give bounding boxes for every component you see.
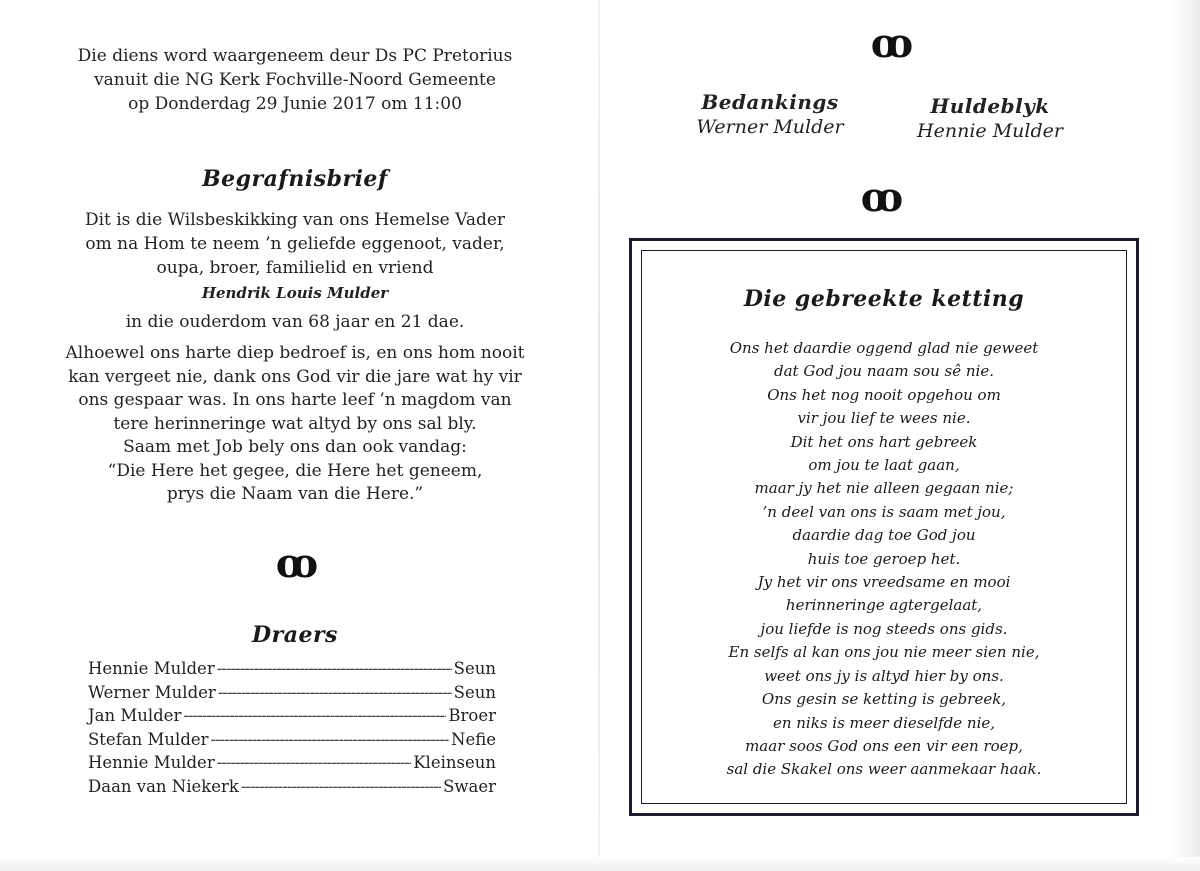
closing-line: “Die Here het gegee, die Here het geneem, (107, 460, 483, 481)
list-item (88, 728, 496, 752)
ornament-icon: ꝏ (275, 540, 315, 587)
poem-line: weet ons jy is altyd hier by ons. (764, 666, 1004, 685)
deceased-name: Hendrik Louis Mulder (201, 284, 389, 302)
service-line: op Donderdag 29 Junie 2017 om 11:00 (128, 94, 462, 114)
poem-line: huis toe geroep het. (807, 549, 961, 568)
closing-paragraph (40, 342, 550, 507)
page-fold (598, 0, 600, 871)
bearer-relation: Broer (448, 706, 496, 725)
poem-body (632, 337, 1136, 782)
letter-paragraph (40, 208, 550, 280)
leader-dashes (218, 681, 452, 705)
poem-line: Ons het daardie oggend glad nie geweet (729, 339, 1039, 357)
poem-line: sal die Skakel ons weer aanmekaar haak. (726, 760, 1042, 779)
leader-dashes (217, 751, 412, 775)
tribute-block (900, 94, 1080, 142)
leader-dashes (211, 728, 449, 752)
bearer-relation: Seun (453, 682, 496, 702)
list-item (88, 657, 496, 681)
thanks-block (680, 90, 860, 138)
service-line: Die diens word waargeneem deur Ds PC Pretorius (77, 46, 513, 66)
bearer-relation: Swaer (443, 776, 496, 796)
tribute-heading: Huldeblyk (930, 94, 1050, 118)
poem-line: vir jou lief te wees nie. (797, 409, 971, 428)
poem-line: En selfs al kan ons jou nie meer sien nie, (728, 643, 1040, 662)
service-details (40, 44, 550, 116)
bearer-name: Stefan Mulder (88, 729, 209, 749)
poem-line: Ons het nog nooit opgehou om (767, 385, 1001, 404)
leader-dashes (241, 775, 441, 799)
closing-line: Alhoewel ons harte diep bedroef is, en ons hom nooit (65, 343, 525, 363)
letter-line: om na Hom te neem ’n geliefde eggenoot, vader, (85, 234, 505, 254)
leader-dashes (217, 657, 452, 681)
poem-line: daardie dag toe God jou (792, 526, 976, 545)
letter-heading: Begrafnisbrief (202, 166, 388, 192)
letter-line: Dit is die Wilsbeskikking van ons Hemelse Vader (84, 210, 506, 230)
tribute-name: Hennie Mulder (917, 120, 1063, 142)
bearers-heading: Draers (252, 622, 338, 648)
bearer-name: Jan Mulder (88, 706, 182, 725)
list-item (88, 681, 496, 705)
leader-dashes (183, 704, 446, 728)
poem-line: dat God jou naam sou sê nie. (774, 362, 994, 381)
scan-edge-shadow (1172, 0, 1200, 871)
service-line: vanuit die NG Kerk Fochville-Noord Gemeente (94, 70, 496, 90)
poem-line: maar soos God ons een vir een roep, (745, 736, 1023, 755)
closing-line: tere herinneringe wat altyd by ons sal bly. (113, 413, 477, 434)
poem-line: Jy het vir ons vreedsame en mooi (757, 573, 1011, 592)
poem-line: Ons gesin se ketting is gebreek, (761, 690, 1007, 709)
poem-line: Dit het ons hart gebreek (790, 432, 978, 451)
poem-line: om jou te laat gaan, (808, 456, 960, 475)
closing-line: Saam met Job bely ons dan ook vandag: (123, 437, 467, 457)
poem-frame (629, 238, 1139, 816)
letter-line: oupa, broer, familielid en vriend (156, 258, 434, 278)
list-item (88, 751, 496, 775)
poem-line: jou liefde is nog steeds ons gids. (760, 619, 1008, 638)
poem-line: ’n deel van ons is saam met jou, (762, 502, 1006, 521)
closing-line: kan vergeet nie, dank ons God vir die jare wat hy vir (68, 366, 522, 387)
bearer-relation: Nefie (451, 729, 496, 749)
poem-line: herinneringe agtergelaat, (785, 596, 983, 615)
thanks-name: Werner Mulder (696, 116, 844, 138)
bearer-name: Daan van Niekerk (88, 776, 239, 796)
bearer-name: Hennie Mulder (88, 659, 215, 678)
bearer-name: Hennie Mulder (88, 753, 215, 772)
age-line: in die ouderdom van 68 jaar en 21 dae. (125, 312, 465, 332)
bearers-list (88, 657, 496, 798)
scan-bottom-shadow (0, 857, 1200, 871)
list-item (88, 704, 496, 728)
bearer-name: Werner Mulder (88, 682, 216, 702)
list-item (88, 775, 496, 799)
closing-line: prys die Naam van die Here.” (166, 484, 424, 504)
poem-line: en niks is meer dieselfde nie, (772, 713, 996, 732)
bearer-relation: Seun (453, 659, 496, 678)
ornament-top-icon: ꝏ (870, 20, 910, 67)
thanks-heading: Bedankings (701, 90, 839, 114)
bearer-relation: Kleinseun (413, 753, 496, 772)
poem-title: Die gebreekte ketting (743, 286, 1025, 312)
closing-line: ons gespaar was. In ons harte leef ’n magdom van (78, 390, 512, 410)
ornament-bottom-icon: ꝏ (860, 174, 900, 221)
poem-line: maar jy het nie alleen gegaan nie; (754, 479, 1014, 498)
